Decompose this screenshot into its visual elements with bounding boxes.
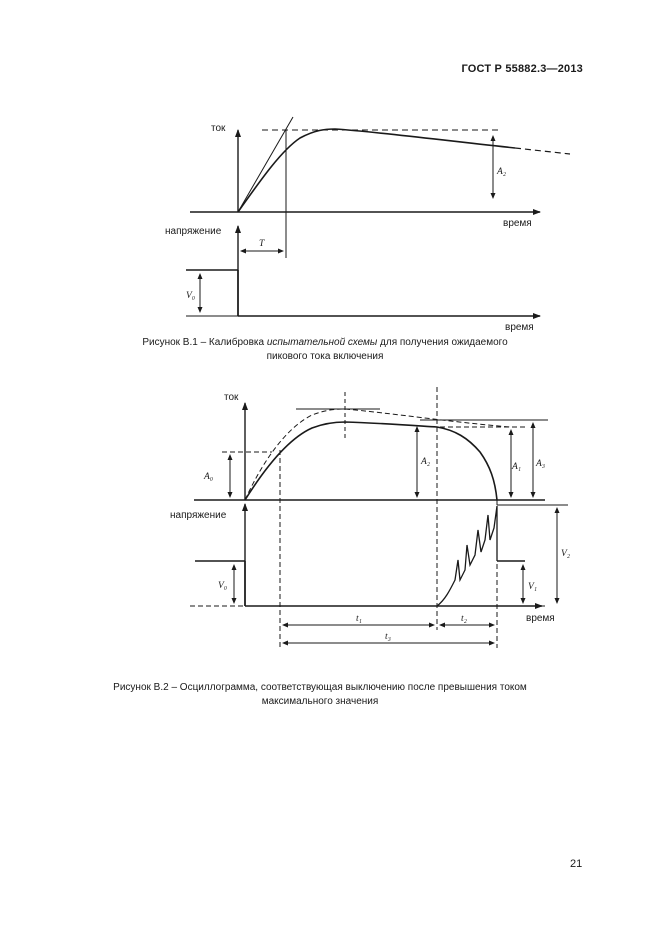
b2-a2-label: A₂ xyxy=(421,457,431,467)
b2-a3-label: A₃ xyxy=(536,459,546,469)
figure-b1 xyxy=(186,117,570,316)
b1-tangent-line xyxy=(238,117,293,212)
b1-caption-line2: пикового тока включения xyxy=(266,351,384,362)
figure-b1-caption xyxy=(90,336,560,364)
b1-current-label: ток xyxy=(211,123,226,134)
b2-caption-line1: Рисунок В.2 – Осциллограмма, соответствующая выключению после превышения током xyxy=(113,682,527,693)
b1-v0-label: V₀ xyxy=(186,291,196,301)
b2-a1-label: A₁ xyxy=(512,462,522,472)
b1-a2-label: A₂ xyxy=(497,167,507,177)
b2-v0-label: V₀ xyxy=(218,581,228,591)
b1-caption-suffix: для получения ожидаемого xyxy=(377,337,508,348)
b2-current-curve xyxy=(245,422,497,500)
b1-caption-prefix: Рисунок В.1 – Калибровка xyxy=(142,337,267,348)
b1-caption-italic: испытательной схемы xyxy=(266,337,378,348)
b2-t3-label: t₃ xyxy=(385,632,391,642)
figure-b2 xyxy=(190,387,568,648)
b2-t2-label: t₂ xyxy=(461,614,467,624)
b1-voltage-label: напряжение xyxy=(165,226,222,237)
b1-current-curve xyxy=(238,129,515,212)
figure-b2-caption xyxy=(60,681,580,709)
b2-current-label: ток xyxy=(224,392,239,403)
b1-curve-dashed-tail xyxy=(515,148,570,154)
b2-t1-label: t₁ xyxy=(356,614,362,624)
b1-t-label: T xyxy=(259,239,265,249)
b2-v2-label: V₂ xyxy=(561,549,571,559)
page-number: 21 xyxy=(570,858,583,870)
b1-time-label-top: время xyxy=(503,218,532,229)
b2-v1-label: V₁ xyxy=(528,582,538,592)
b2-time-label: время xyxy=(526,613,555,624)
b2-a0-label: A₀ xyxy=(204,472,214,482)
b2-arc-voltage xyxy=(437,506,497,606)
b2-voltage-label: напряжение xyxy=(170,510,227,521)
standard-header: ГОСТ Р 55882.3—2013 xyxy=(461,63,583,75)
b2-caption-line2: максимального значения xyxy=(261,696,379,707)
b1-time-label-bottom: время xyxy=(505,322,534,333)
